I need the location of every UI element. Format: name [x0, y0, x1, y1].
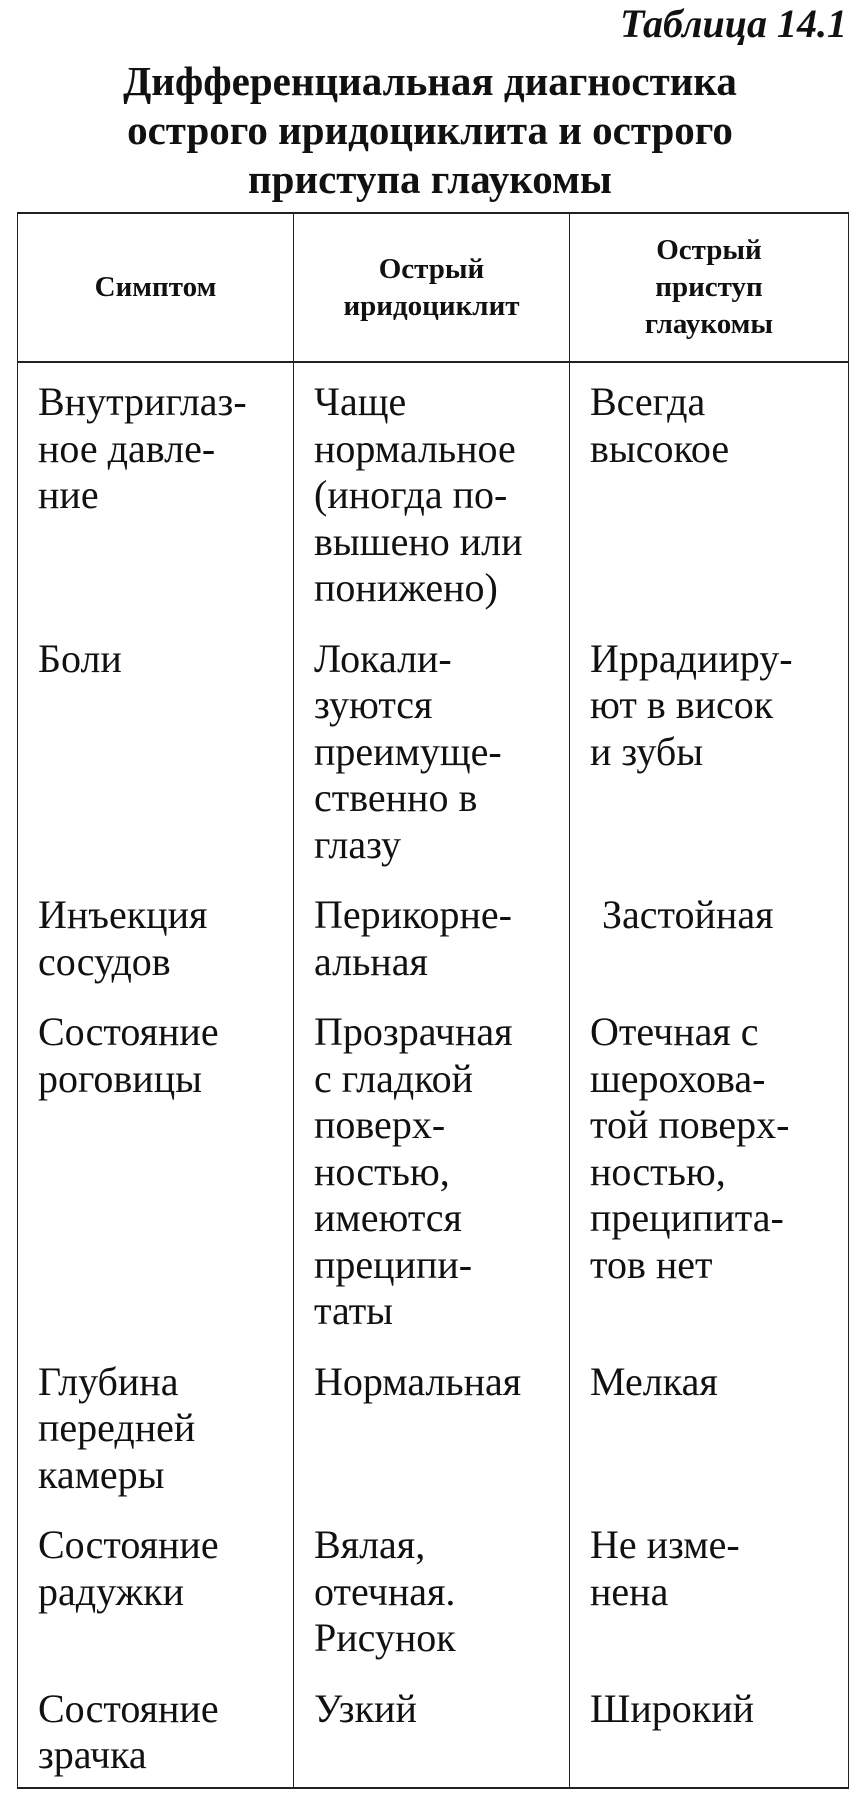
- cell-line: Вялая,: [314, 1522, 426, 1567]
- iridocyclitis-cell: [294, 1343, 570, 1507]
- cell-line: роговицы: [38, 1055, 202, 1101]
- glaucoma-cell: [570, 1670, 849, 1788]
- glaucoma-cell: [570, 876, 849, 993]
- cell-line: Узкий: [314, 1685, 417, 1731]
- iridocyclitis-cell: [294, 1670, 570, 1788]
- cell-line: глазу: [314, 821, 402, 867]
- cell-line: ют в висок: [590, 682, 774, 727]
- cell-line: Застойная: [602, 892, 774, 937]
- cell-line: Состояние: [38, 1522, 219, 1567]
- cell-line: вышено или: [314, 518, 523, 564]
- cell-line: поверх-: [314, 1102, 446, 1147]
- cell-line: (иногда по-: [314, 472, 508, 517]
- cell-line: Прозрачная: [314, 1009, 513, 1054]
- title-line: Дифференциальная диагностика: [123, 58, 737, 104]
- table-row: [18, 1506, 849, 1670]
- cell-line: той поверх-: [590, 1102, 790, 1147]
- cell-line: нена: [590, 1568, 669, 1614]
- iridocyclitis-cell: [294, 362, 570, 620]
- symptom-cell: [18, 362, 294, 620]
- cell-line: Перикорне-: [314, 892, 512, 937]
- glaucoma-cell: [570, 1506, 849, 1670]
- table-row: [18, 993, 849, 1343]
- table-row: [18, 876, 849, 993]
- table-row: [18, 362, 849, 620]
- glaucoma-cell: [570, 993, 849, 1343]
- cell-line: шерохова-: [590, 1055, 766, 1101]
- table-row: [18, 1343, 849, 1507]
- cell-line: Чаще: [314, 379, 407, 424]
- glaucoma-cell: [570, 362, 849, 620]
- header-symptom: [18, 213, 294, 362]
- cell-line: Иррадииру-: [590, 635, 793, 681]
- cell-line: преципи-: [314, 1241, 473, 1287]
- title-line: приступа глаукомы: [248, 156, 612, 202]
- symptom-cell: [18, 1343, 294, 1507]
- header-row: [18, 213, 849, 362]
- table-title: [40, 57, 820, 204]
- cell-line: альная: [314, 938, 428, 984]
- cell-line: Широкий: [590, 1685, 755, 1731]
- title-line: острого иридоциклита и острого: [127, 107, 733, 153]
- cell-line: высокое: [590, 425, 730, 471]
- cell-line: иридоциклит: [343, 289, 520, 322]
- cell-line: Локали-: [314, 635, 452, 681]
- symptom-cell: [18, 1506, 294, 1670]
- cell-line: приступ: [655, 271, 763, 303]
- iridocyclitis-cell: [294, 993, 570, 1343]
- cell-line: таты: [314, 1288, 394, 1333]
- cell-line: радужки: [38, 1568, 185, 1614]
- cell-line: тов нет: [590, 1241, 713, 1287]
- symptom-cell: [18, 1670, 294, 1788]
- cell-line: Мелкая: [590, 1358, 718, 1404]
- cell-line: нормальное: [314, 425, 516, 471]
- iridocyclitis-cell: [294, 1506, 570, 1670]
- table-row: [18, 1670, 849, 1788]
- cell-line: Состояние: [38, 1009, 219, 1054]
- cell-line: Глубина: [38, 1358, 179, 1404]
- symptom-cell: [18, 620, 294, 877]
- cell-line: Состояние: [38, 1685, 219, 1731]
- header-iridocyclitis: [294, 213, 570, 362]
- cell-line: имеются: [314, 1195, 462, 1240]
- cell-line: преимуще-: [314, 728, 502, 774]
- cell-line: ностью,: [590, 1148, 726, 1194]
- header-glaucoma: [570, 213, 849, 362]
- cell-line: Острый: [656, 234, 762, 266]
- cell-line: Боли: [38, 635, 122, 681]
- cell-line: глаукомы: [644, 308, 774, 340]
- symptom-cell: [18, 993, 294, 1343]
- cell-line: Внутриглаз-: [38, 379, 247, 424]
- cell-line: ственно в: [314, 775, 478, 820]
- glaucoma-cell: [570, 620, 849, 877]
- diagnosis-table: [17, 212, 849, 1789]
- iridocyclitis-cell: [294, 876, 570, 993]
- cell-line: ное давле-: [38, 425, 216, 471]
- cell-line: ние: [38, 472, 99, 517]
- table-number: Таблица 14.1: [620, 1, 847, 46]
- cell-line: Нормальная: [314, 1358, 522, 1404]
- table-row: [18, 620, 849, 877]
- glaucoma-cell: [570, 1343, 849, 1507]
- cell-line: зрачка: [38, 1732, 147, 1777]
- cell-line: ностью,: [314, 1148, 450, 1194]
- cell-line: передней: [38, 1405, 196, 1450]
- cell-line: и зубы: [590, 728, 704, 774]
- cell-line: Не изме-: [590, 1522, 740, 1567]
- cell-line: понижено): [314, 565, 498, 610]
- cell-line: Острый: [378, 252, 485, 285]
- cell-line: Рисунок: [314, 1615, 456, 1660]
- iridocyclitis-cell: [294, 620, 570, 877]
- symptom-cell: [18, 876, 294, 993]
- cell-line: зуются: [314, 682, 433, 727]
- cell-line: камеры: [38, 1451, 165, 1497]
- cell-line: сосудов: [38, 938, 171, 984]
- cell-line: Симптом: [94, 271, 217, 303]
- cell-line: преципита-: [590, 1195, 784, 1240]
- cell-line: с гладкой: [314, 1055, 474, 1101]
- cell-line: Отечная с: [590, 1009, 759, 1054]
- cell-line: отечная.: [314, 1568, 456, 1614]
- cell-line: Всегда: [590, 379, 706, 424]
- cell-line: Инъекция: [38, 892, 208, 937]
